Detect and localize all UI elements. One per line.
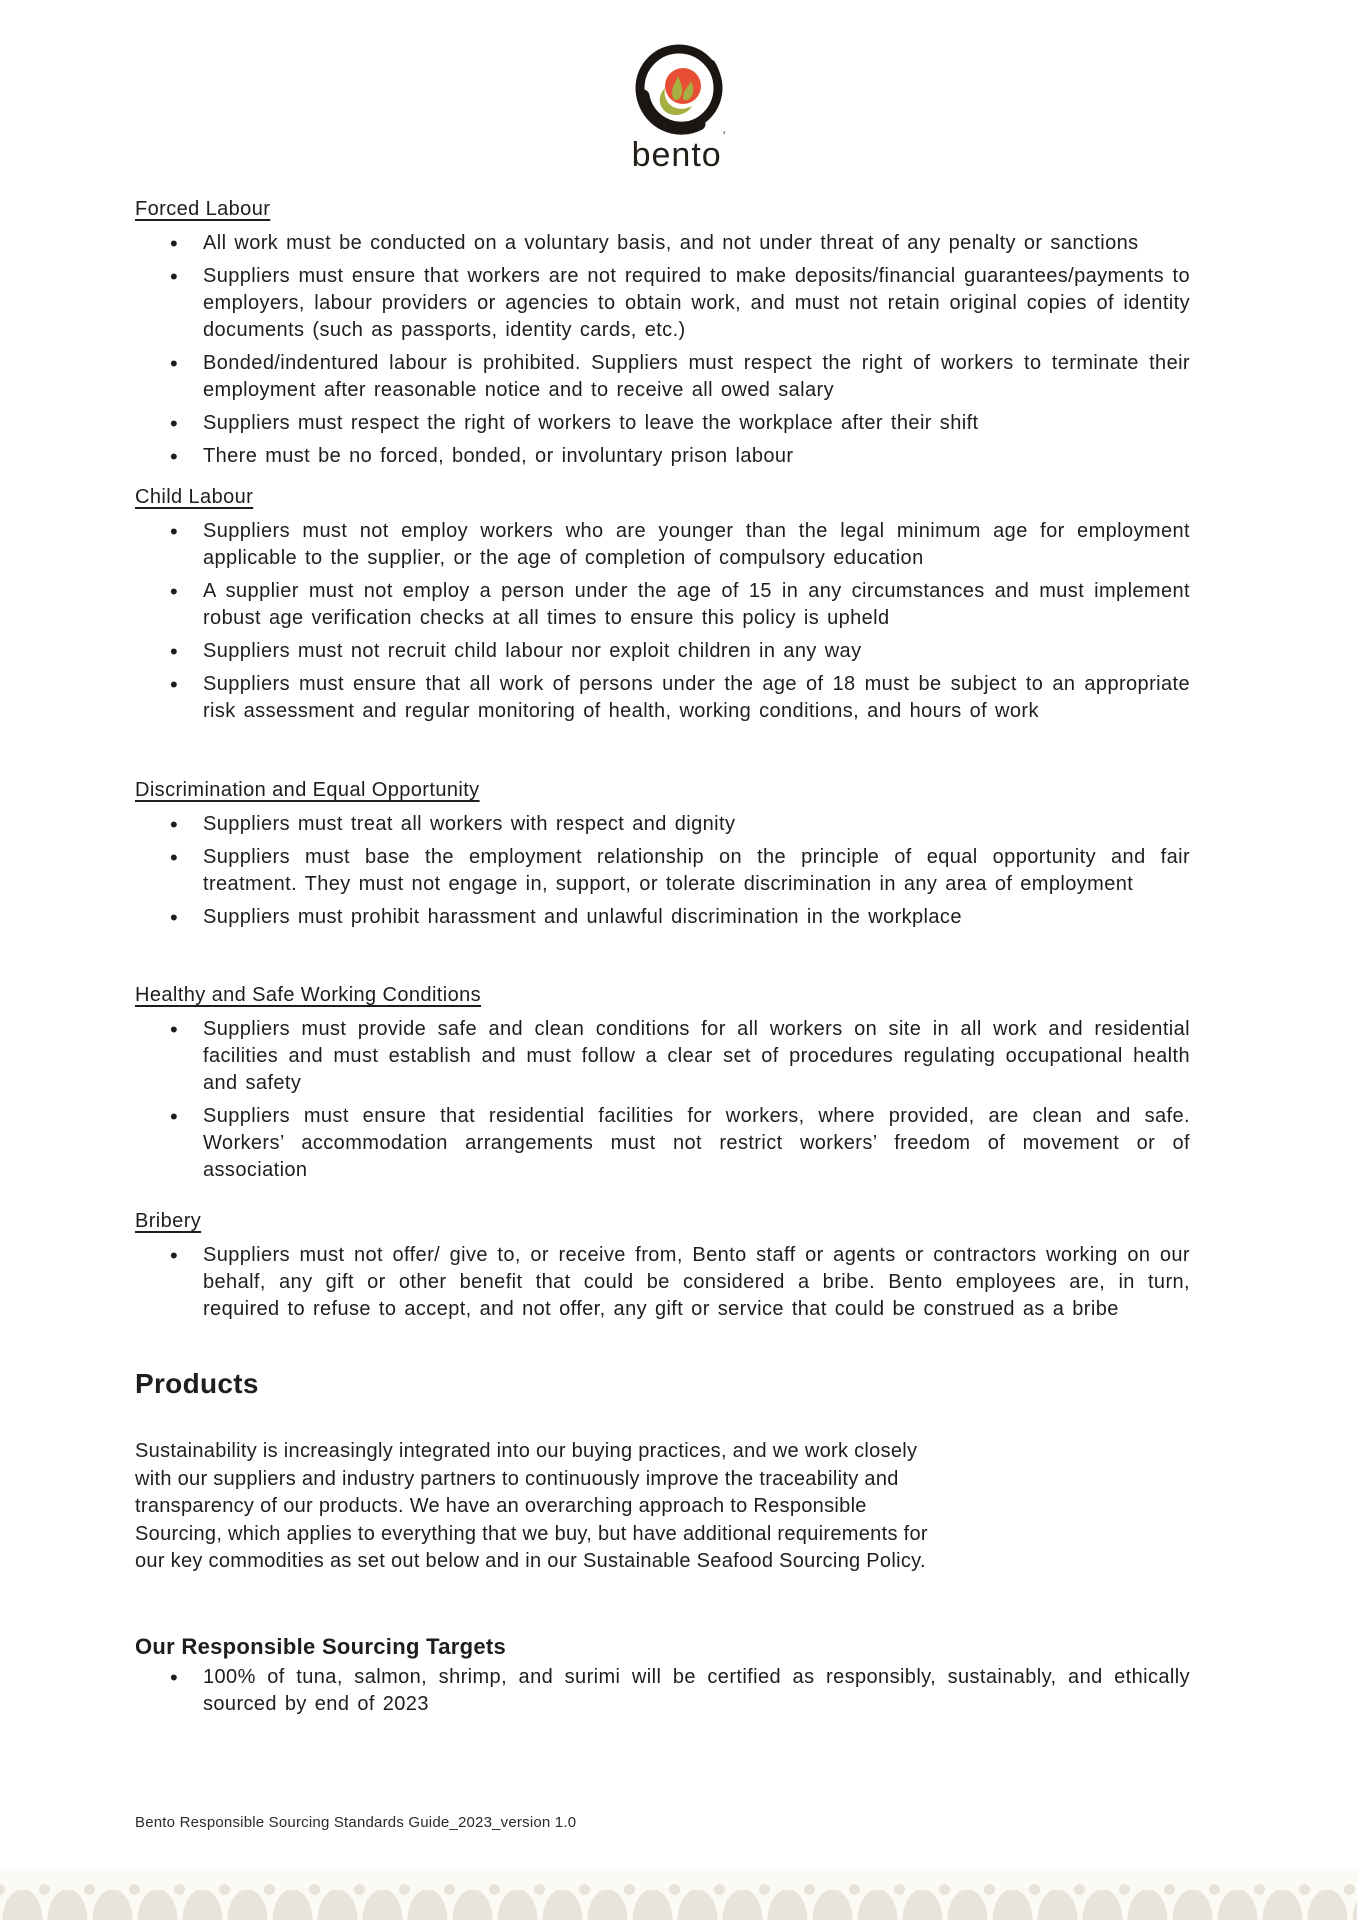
section-heading: Bribery <box>135 1210 202 1232</box>
policy-section <box>135 1210 1190 1329</box>
section-heading: Child Labour <box>135 486 254 508</box>
policy-section <box>135 984 1190 1190</box>
bullet-item: • A supplier must not employ a person under the age of 15 in any circumstances and must implement robust age verification checks at all times to ensure this policy is upheld <box>135 578 1190 632</box>
bullet-item: • Bonded/indentured labour is prohibited. Suppliers must respect the right of workers to terminate their employment after reasonable notice and to receive all owed salary <box>135 350 1190 404</box>
products-heading: Products <box>135 1368 259 1399</box>
bullet-item: • Suppliers must treat all workers with respect and dignity <box>135 811 1190 838</box>
bullet-item: • Suppliers must ensure that workers are not required to make deposits/financial guarantees/payments to employers, labour providers or agencies to obtain work, and must not retain original copies of identity documents (such as passports, identity cards, etc.) <box>135 263 1190 344</box>
bento-logo <box>579 38 779 172</box>
section-heading: Forced Labour <box>135 198 271 220</box>
targets-list <box>135 1664 1190 1724</box>
bullet-item: • Suppliers must respect the right of workers to leave the workplace after their shift <box>135 410 1190 437</box>
policy-section <box>135 198 1190 476</box>
section-bullet-list <box>135 230 1190 470</box>
bullet-item: • Suppliers must ensure that all work of persons under the age of 18 must be subject to an appropriate risk assessment and regular monitoring of health, working conditions, and hours of work <box>135 671 1190 725</box>
target-bullet-item: • 100% of tuna, salmon, shrimp, and surimi will be certified as responsibly, sustainably, and ethically sourced by end of 2023 <box>135 1664 1190 1718</box>
bullet-item: • Suppliers must not employ workers who are younger than the legal minimum age for employment applicable to the supplier, or the age of completion of compulsory education <box>135 518 1190 572</box>
policy-section <box>135 486 1190 731</box>
bullet-item: • Suppliers must provide safe and clean conditions for all workers on site in all work and residential facilities and must establish and must follow a clear set of procedures regulating occupational health and safety <box>135 1016 1190 1097</box>
bullet-item: • Suppliers must not offer/ give to, or receive from, Bento staff or agents or contractors working on our behalf, any gift or other benefit that could be considered a bribe. Bento employees are, in turn, required to refuse to accept, and not offer, any gift or service that could be construed as a bribe <box>135 1242 1190 1323</box>
logo-trademark: ’ <box>722 128 727 143</box>
section-heading: Healthy and Safe Working Conditions <box>135 984 482 1006</box>
bullet-item: • All work must be conducted on a voluntary basis, and not under threat of any penalty or sanctions <box>135 230 1190 257</box>
section-bullet-list <box>135 811 1190 931</box>
targets-heading: Our Responsible Sourcing Targets <box>135 1634 507 1659</box>
bullet-item: • Suppliers must prohibit harassment and unlawful discrimination in the workplace <box>135 904 1190 931</box>
section-bullet-list <box>135 518 1190 725</box>
decorative-scallop-border <box>0 1869 1357 1920</box>
bullet-item: • Suppliers must base the employment relationship on the principle of equal opportunity and fair treatment. They must not engage in, support, or tolerate discrimination in any area of employment <box>135 844 1190 898</box>
bento-logo-wordmark: bento’ <box>631 128 727 174</box>
section-heading: Discrimination and Equal Opportunity <box>135 779 480 801</box>
bento-logo-icon <box>627 38 731 142</box>
footer-text: Bento Responsible Sourcing Standards Guide_2023_version 1.0 <box>135 1814 577 1831</box>
products-paragraph: Sustainability is increasingly integrated into our buying practices, and we work closely with our suppliers and industry partners to continuously improve the traceability and transparency of our products. We have an overarching approach to Responsible Sourcing, which applies to everything that we buy, but have additional requirements for our key commodities as set out below and in our Sustainable Seafood Sourcing Policy. <box>135 1440 928 1572</box>
section-bullet-list <box>135 1016 1190 1184</box>
bullet-item: • Suppliers must ensure that residential facilities for workers, where provided, are clean and safe. Workers’ accommodation arrangements must not restrict workers’ freedom of movement or of association <box>135 1103 1190 1184</box>
bullet-item: • Suppliers must not recruit child labour nor exploit children in any way <box>135 638 1190 665</box>
policy-section <box>135 779 1190 937</box>
bullet-item: • There must be no forced, bonded, or involuntary prison labour <box>135 443 1190 470</box>
section-bullet-list <box>135 1242 1190 1323</box>
